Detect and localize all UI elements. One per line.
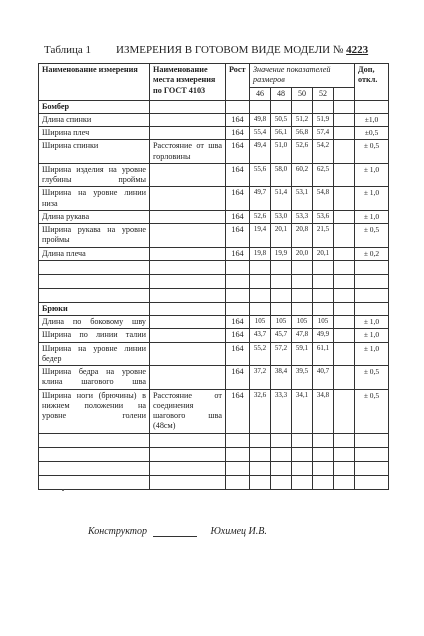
empty-cell bbox=[271, 461, 292, 475]
table-label: Таблица 1 bbox=[44, 44, 92, 56]
measure-value: 105 bbox=[271, 316, 292, 329]
empty-cell bbox=[271, 100, 292, 113]
signature-line bbox=[88, 526, 267, 537]
measure-value: 57,4 bbox=[313, 127, 334, 140]
measure-value: 19,9 bbox=[271, 247, 292, 260]
empty-cell bbox=[313, 433, 334, 447]
empty-cell bbox=[355, 447, 389, 461]
empty-cell bbox=[334, 260, 355, 274]
measure-name: Длина по боковому шву bbox=[39, 316, 150, 329]
empty-cell bbox=[150, 302, 226, 315]
measure-value: 61,1 bbox=[313, 342, 334, 366]
measure-height: 164 bbox=[226, 210, 250, 223]
measure-value: 49,8 bbox=[250, 113, 271, 126]
empty-cell bbox=[271, 260, 292, 274]
measure-value: 54,8 bbox=[313, 187, 334, 211]
measure-height: 164 bbox=[226, 329, 250, 342]
measure-place bbox=[150, 224, 226, 248]
measure-value: 54,2 bbox=[313, 140, 334, 164]
measure-value bbox=[334, 224, 355, 248]
measure-value: 39,5 bbox=[292, 366, 313, 390]
measure-value: 52,6 bbox=[292, 140, 313, 164]
measure-value: 19,4 bbox=[250, 224, 271, 248]
empty-cell bbox=[334, 433, 355, 447]
empty-cell bbox=[334, 288, 355, 302]
measure-value: 105 bbox=[313, 316, 334, 329]
empty-cell bbox=[39, 433, 150, 447]
empty-cell bbox=[292, 260, 313, 274]
measure-value: 49,4 bbox=[250, 140, 271, 164]
empty-cell bbox=[226, 100, 250, 113]
measure-value: 55,4 bbox=[250, 127, 271, 140]
constructor-role: Конструктор bbox=[88, 526, 147, 537]
measure-value: 51,2 bbox=[292, 113, 313, 126]
empty-cell bbox=[271, 433, 292, 447]
empty-cell bbox=[292, 433, 313, 447]
measure-value: 32,6 bbox=[250, 389, 271, 433]
measure-value: 51,9 bbox=[313, 113, 334, 126]
measure-height: 164 bbox=[226, 187, 250, 211]
col-place-header: Наименование места измерения по ГОСТ 4103 bbox=[150, 64, 226, 101]
empty-cell bbox=[292, 288, 313, 302]
measure-value bbox=[334, 140, 355, 164]
empty-cell bbox=[226, 288, 250, 302]
measure-value bbox=[334, 247, 355, 260]
measure-name: Ширина ноги (брючины) в нижнем положении на уровне голени bbox=[39, 389, 150, 433]
empty-row bbox=[39, 260, 389, 274]
measure-height: 164 bbox=[226, 389, 250, 433]
measure-value bbox=[334, 329, 355, 342]
empty-cell bbox=[355, 302, 389, 315]
measure-name: Длина плеча bbox=[39, 247, 150, 260]
size-cell bbox=[334, 87, 355, 100]
empty-row bbox=[39, 274, 389, 288]
col-deviation-header: Доп, откл. bbox=[355, 64, 389, 101]
measure-value: 105 bbox=[292, 316, 313, 329]
measure-value: 21,5 bbox=[313, 224, 334, 248]
empty-cell bbox=[355, 260, 389, 274]
measure-value bbox=[334, 163, 355, 187]
empty-cell bbox=[250, 302, 271, 315]
measure-value: 33,3 bbox=[271, 389, 292, 433]
empty-cell bbox=[226, 447, 250, 461]
size-cell: 50 bbox=[292, 87, 313, 100]
measure-value: 50,5 bbox=[271, 113, 292, 126]
empty-cell bbox=[313, 475, 334, 489]
empty-cell bbox=[250, 433, 271, 447]
measure-value bbox=[334, 113, 355, 126]
empty-cell bbox=[250, 274, 271, 288]
empty-cell bbox=[250, 260, 271, 274]
col-values-header: Значение показателей размеров bbox=[250, 64, 355, 88]
measure-height: 164 bbox=[226, 140, 250, 164]
measure-value: 45,7 bbox=[271, 329, 292, 342]
section-title: Бомбер bbox=[39, 100, 150, 113]
measure-value: 55,6 bbox=[250, 163, 271, 187]
empty-cell bbox=[292, 447, 313, 461]
table-row bbox=[39, 316, 389, 329]
empty-cell bbox=[226, 260, 250, 274]
table-row bbox=[39, 342, 389, 366]
measure-name: Ширина рукава на уровне проймы bbox=[39, 224, 150, 248]
measure-value: 20,1 bbox=[313, 247, 334, 260]
measure-value: 37,2 bbox=[250, 366, 271, 390]
measure-name: Ширина бедра на уровне клина шагового шва bbox=[39, 366, 150, 390]
measure-place bbox=[150, 247, 226, 260]
measure-value bbox=[334, 389, 355, 433]
table-row bbox=[39, 163, 389, 187]
measure-deviation: ± 1,0 bbox=[355, 316, 389, 329]
table-row bbox=[39, 329, 389, 342]
measure-value bbox=[334, 127, 355, 140]
measure-height: 164 bbox=[226, 316, 250, 329]
measure-place bbox=[150, 366, 226, 390]
empty-cell bbox=[271, 475, 292, 489]
measure-deviation: ± 1,0 bbox=[355, 342, 389, 366]
measure-deviation: ± 1,0 bbox=[355, 163, 389, 187]
empty-cell bbox=[150, 433, 226, 447]
empty-cell bbox=[313, 288, 334, 302]
measure-value bbox=[334, 187, 355, 211]
empty-cell bbox=[271, 302, 292, 315]
measure-value: 43,7 bbox=[250, 329, 271, 342]
measure-height: 164 bbox=[226, 247, 250, 260]
measure-height: 164 bbox=[226, 224, 250, 248]
measure-place: Расстояние от шва горловины bbox=[150, 140, 226, 164]
empty-cell bbox=[292, 302, 313, 315]
measure-name: Ширина на уровне линии низа bbox=[39, 187, 150, 211]
measure-value: 56,8 bbox=[292, 127, 313, 140]
measure-deviation: ±0,5 bbox=[355, 127, 389, 140]
empty-cell bbox=[313, 260, 334, 274]
empty-cell bbox=[355, 433, 389, 447]
measure-value: 34,8 bbox=[313, 389, 334, 433]
measure-name: Ширина изделия на уровне глубины проймы bbox=[39, 163, 150, 187]
measure-value: 40,7 bbox=[313, 366, 334, 390]
measure-value: 20,1 bbox=[271, 224, 292, 248]
empty-cell bbox=[39, 288, 150, 302]
empty-cell bbox=[355, 475, 389, 489]
size-cell: 48 bbox=[271, 87, 292, 100]
measure-value: 53,6 bbox=[313, 210, 334, 223]
empty-cell bbox=[334, 447, 355, 461]
page-title bbox=[116, 44, 368, 56]
empty-cell bbox=[334, 475, 355, 489]
measure-deviation: ± 0,5 bbox=[355, 224, 389, 248]
measure-deviation: ±1,0 bbox=[355, 113, 389, 126]
empty-cell bbox=[150, 274, 226, 288]
table-row bbox=[39, 187, 389, 211]
empty-cell bbox=[150, 461, 226, 475]
empty-cell bbox=[150, 475, 226, 489]
measure-deviation: ± 0,2 bbox=[355, 247, 389, 260]
measure-deviation: ± 1,0 bbox=[355, 329, 389, 342]
table-row bbox=[39, 140, 389, 164]
empty-row bbox=[39, 475, 389, 489]
empty-cell bbox=[355, 100, 389, 113]
header-row bbox=[39, 64, 389, 88]
measure-value bbox=[334, 316, 355, 329]
measure-deviation: ± 1,0 bbox=[355, 210, 389, 223]
measure-place bbox=[150, 342, 226, 366]
table-row bbox=[39, 247, 389, 260]
measure-place bbox=[150, 316, 226, 329]
measure-value: 55,2 bbox=[250, 342, 271, 366]
empty-cell bbox=[334, 302, 355, 315]
measure-value: 49,7 bbox=[250, 187, 271, 211]
constructor-name: Юхимец И.В. bbox=[210, 526, 267, 537]
measure-deviation: ± 1,0 bbox=[355, 187, 389, 211]
measure-place bbox=[150, 210, 226, 223]
empty-cell bbox=[250, 475, 271, 489]
measure-value: 52,6 bbox=[250, 210, 271, 223]
title-text: ИЗМЕРЕНИЯ В ГОТОВОМ ВИДЕ МОДЕЛИ № bbox=[116, 44, 344, 56]
measure-value: 49,9 bbox=[313, 329, 334, 342]
measure-value: 38,4 bbox=[271, 366, 292, 390]
measure-height: 164 bbox=[226, 113, 250, 126]
empty-cell bbox=[39, 447, 150, 461]
empty-cell bbox=[150, 260, 226, 274]
empty-cell bbox=[313, 461, 334, 475]
empty-cell bbox=[313, 274, 334, 288]
empty-cell bbox=[292, 100, 313, 113]
measure-value: 56,1 bbox=[271, 127, 292, 140]
empty-cell bbox=[226, 433, 250, 447]
empty-row bbox=[39, 433, 389, 447]
section-row bbox=[39, 302, 389, 315]
empty-cell bbox=[271, 274, 292, 288]
empty-row bbox=[39, 447, 389, 461]
signature-underline bbox=[153, 536, 197, 537]
col-height-header: Рост bbox=[226, 64, 250, 101]
measure-value: 62,5 bbox=[313, 163, 334, 187]
measure-place bbox=[150, 163, 226, 187]
empty-row bbox=[39, 288, 389, 302]
empty-cell bbox=[226, 302, 250, 315]
empty-cell bbox=[39, 461, 150, 475]
empty-cell bbox=[355, 288, 389, 302]
section-title: Брюки bbox=[39, 302, 150, 315]
empty-cell bbox=[226, 475, 250, 489]
table-row bbox=[39, 210, 389, 223]
measure-deviation: ± 0,5 bbox=[355, 366, 389, 390]
size-cell: 46 bbox=[250, 87, 271, 100]
measure-name: Ширина по линии талии bbox=[39, 329, 150, 342]
col-name-header: Наименование измерения bbox=[39, 64, 150, 101]
measure-value: 20,0 bbox=[292, 247, 313, 260]
measure-value: 105 bbox=[250, 316, 271, 329]
empty-cell bbox=[250, 461, 271, 475]
measure-value: 53,1 bbox=[292, 187, 313, 211]
measure-value: 57,2 bbox=[271, 342, 292, 366]
table-row bbox=[39, 389, 389, 433]
measure-place: Расстояние от соединения шагового шва (48см) bbox=[150, 389, 226, 433]
empty-cell bbox=[355, 274, 389, 288]
empty-cell bbox=[355, 461, 389, 475]
table-row bbox=[39, 127, 389, 140]
measure-value: 53,0 bbox=[271, 210, 292, 223]
measure-place bbox=[150, 187, 226, 211]
measure-deviation: ± 0,5 bbox=[355, 140, 389, 164]
measure-name: Ширина спинки bbox=[39, 140, 150, 164]
empty-row bbox=[39, 461, 389, 475]
measure-height: 164 bbox=[226, 163, 250, 187]
measure-value: 60,2 bbox=[292, 163, 313, 187]
measure-name: Ширина плеч bbox=[39, 127, 150, 140]
measure-place bbox=[150, 113, 226, 126]
measure-height: 164 bbox=[226, 342, 250, 366]
measure-value: 51,4 bbox=[271, 187, 292, 211]
empty-cell bbox=[150, 288, 226, 302]
empty-cell bbox=[334, 274, 355, 288]
empty-cell bbox=[226, 274, 250, 288]
empty-cell bbox=[292, 475, 313, 489]
empty-cell bbox=[39, 274, 150, 288]
empty-cell bbox=[271, 288, 292, 302]
table-row bbox=[39, 113, 389, 126]
measurements-table bbox=[38, 63, 389, 490]
table-row bbox=[39, 366, 389, 390]
empty-cell bbox=[39, 475, 150, 489]
size-cell: 52 bbox=[313, 87, 334, 100]
measure-value: 53,3 bbox=[292, 210, 313, 223]
empty-cell bbox=[292, 274, 313, 288]
empty-cell bbox=[150, 447, 226, 461]
measure-value bbox=[334, 342, 355, 366]
measure-place bbox=[150, 329, 226, 342]
empty-cell bbox=[292, 461, 313, 475]
model-number: 4223 bbox=[346, 44, 369, 56]
measure-height: 164 bbox=[226, 127, 250, 140]
measure-value bbox=[334, 366, 355, 390]
measure-height: 164 bbox=[226, 366, 250, 390]
measure-value: 34,1 bbox=[292, 389, 313, 433]
stray-mark bbox=[62, 489, 64, 491]
measure-value: 19,8 bbox=[250, 247, 271, 260]
measure-value: 58,0 bbox=[271, 163, 292, 187]
measure-name: Длина рукава bbox=[39, 210, 150, 223]
empty-cell bbox=[39, 260, 150, 274]
empty-cell bbox=[250, 288, 271, 302]
measure-deviation: ± 0,5 bbox=[355, 389, 389, 433]
empty-cell bbox=[250, 100, 271, 113]
measure-value bbox=[334, 210, 355, 223]
measure-value: 20,8 bbox=[292, 224, 313, 248]
empty-cell bbox=[313, 302, 334, 315]
measure-name: Длина спинки bbox=[39, 113, 150, 126]
measure-value: 51,0 bbox=[271, 140, 292, 164]
measure-name: Ширина на уровне линии бедер bbox=[39, 342, 150, 366]
empty-cell bbox=[150, 100, 226, 113]
empty-cell bbox=[271, 447, 292, 461]
empty-cell bbox=[313, 447, 334, 461]
empty-cell bbox=[334, 100, 355, 113]
measure-value: 47,8 bbox=[292, 329, 313, 342]
measure-place bbox=[150, 127, 226, 140]
empty-cell bbox=[334, 461, 355, 475]
table-row bbox=[39, 224, 389, 248]
measure-value: 59,1 bbox=[292, 342, 313, 366]
empty-cell bbox=[313, 100, 334, 113]
empty-cell bbox=[226, 461, 250, 475]
section-row bbox=[39, 100, 389, 113]
empty-cell bbox=[250, 447, 271, 461]
